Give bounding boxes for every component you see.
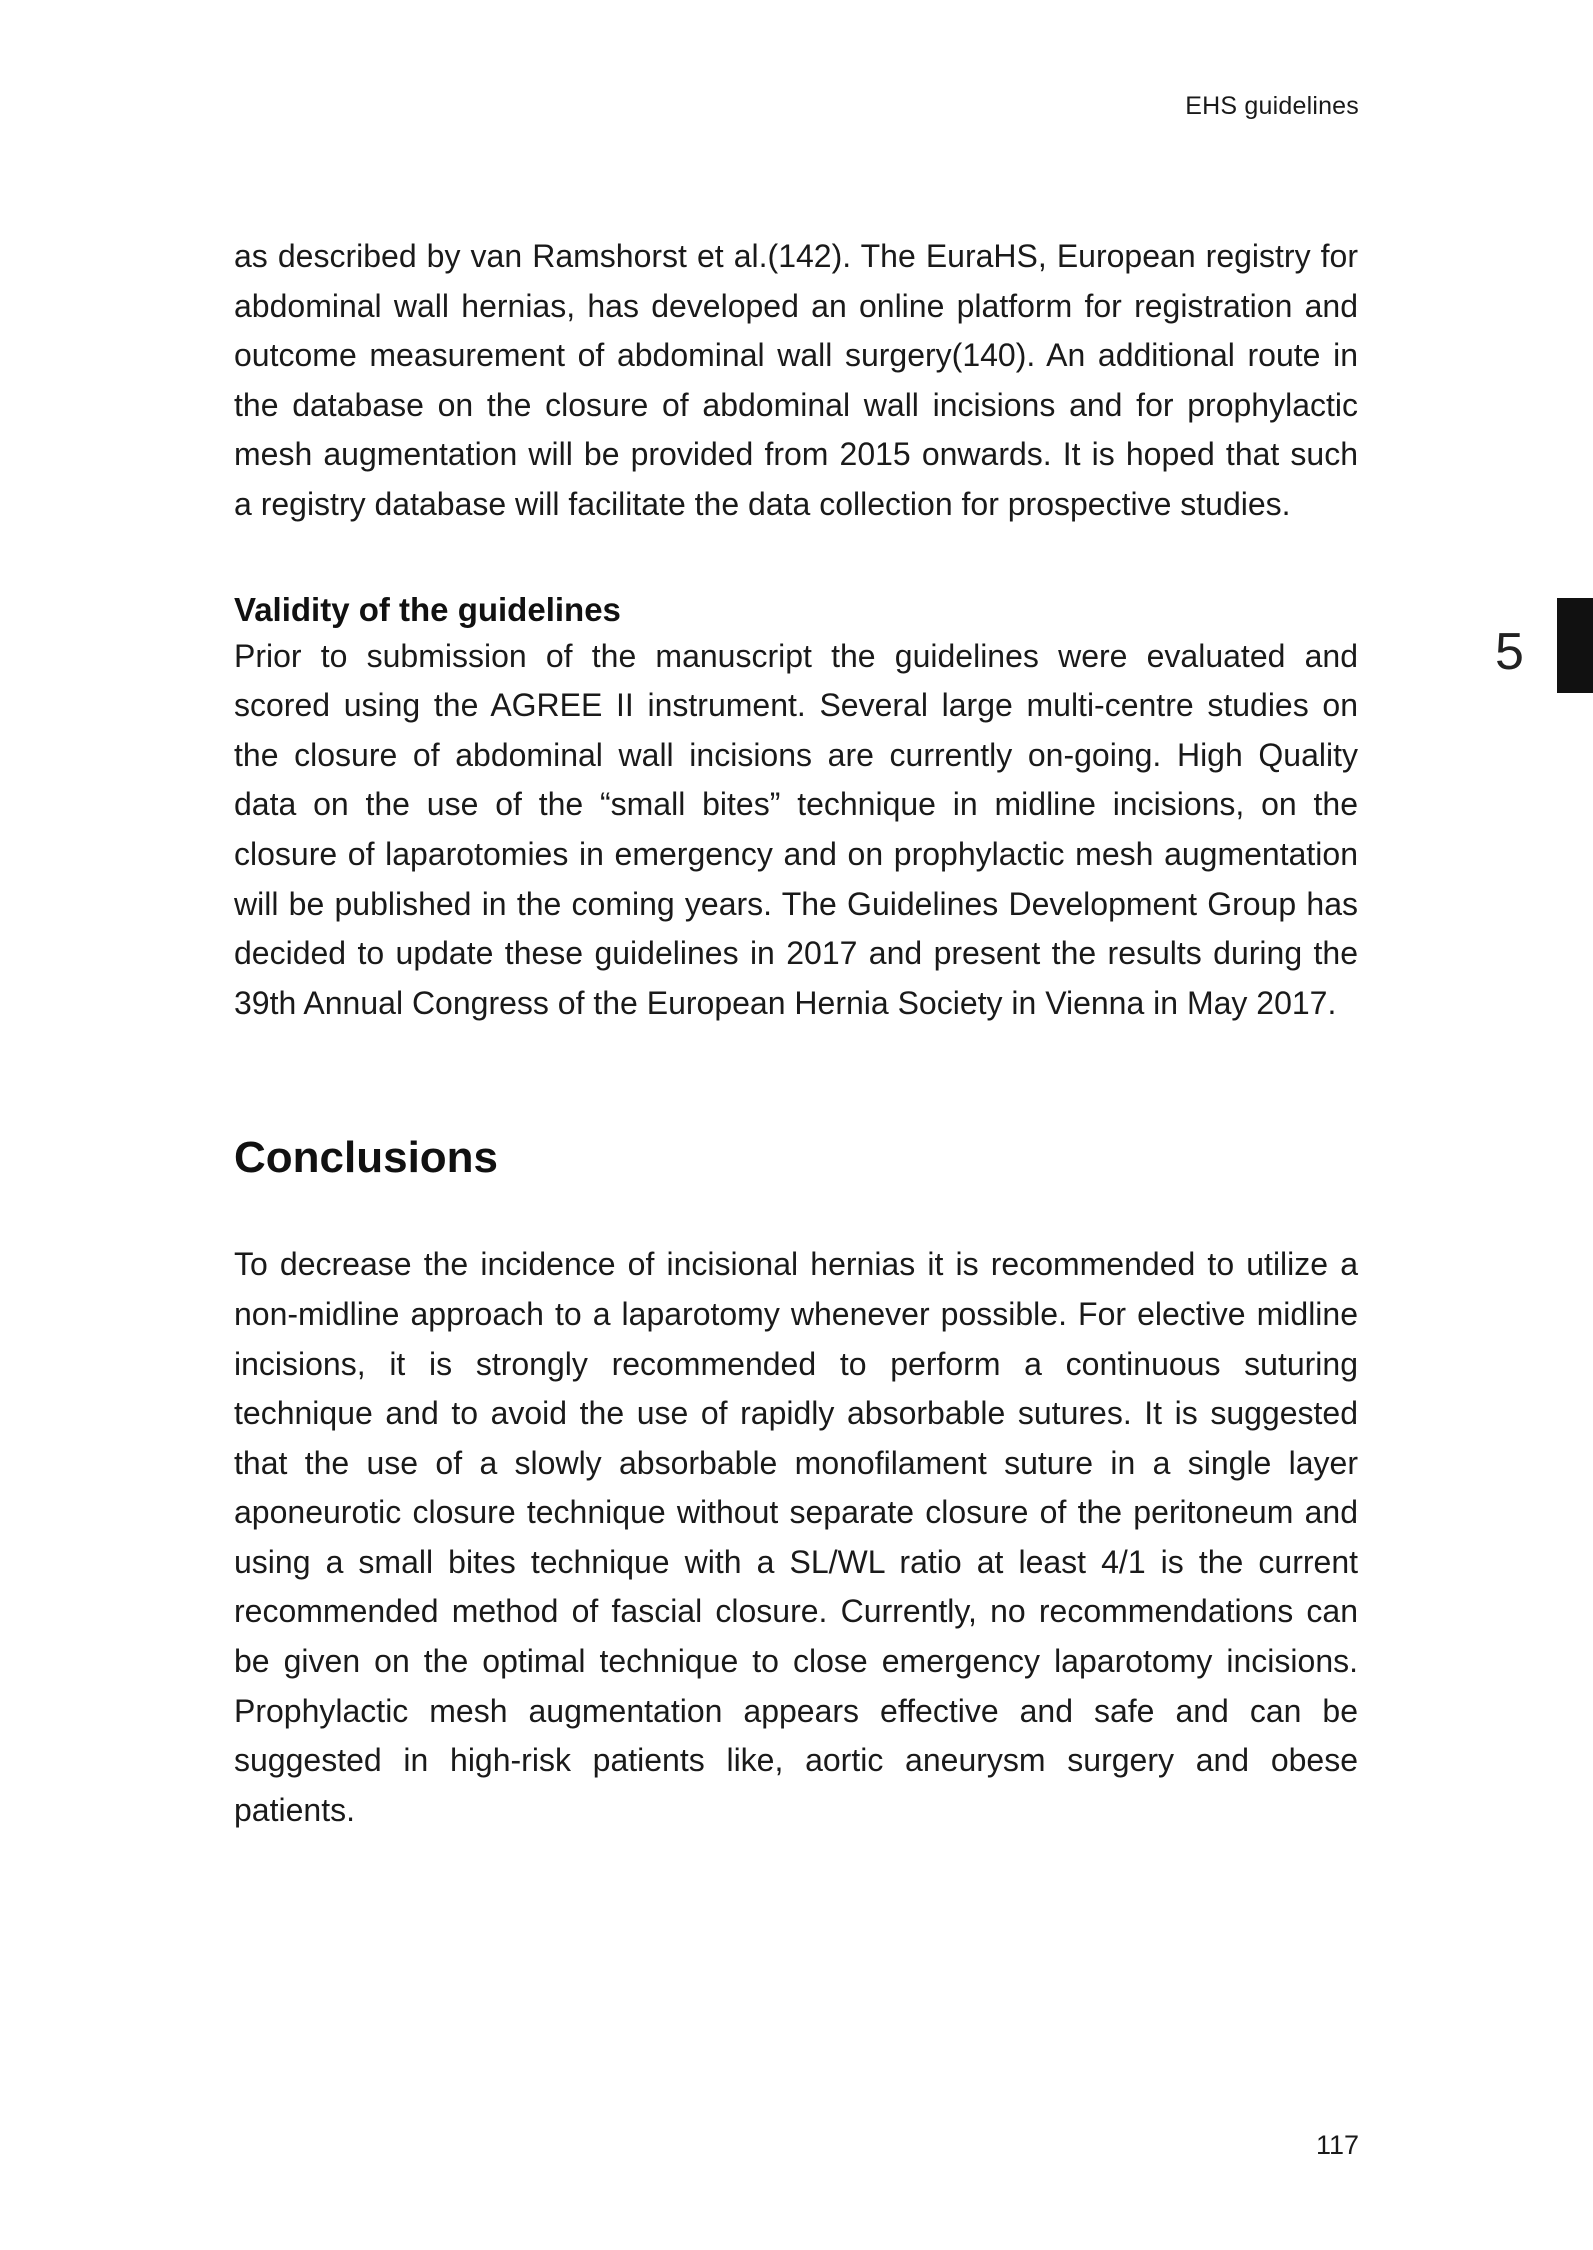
page-body [234,232,1358,1835]
chapter-thumb-tab [1557,598,1593,693]
page-number: 117 [1315,2130,1359,2160]
chapter-number: 5 [1495,623,1524,681]
validity-paragraph: Prior to submission of the manuscript the guidelines were evaluated and scored using the AGREE II instrument. Several large multi-centre studies on the closure of abdominal wall incisions are currently on-going. High Quality data on the use of the “small bites” technique in midline incisions, on the closure of laparotomies in emergency and on prophylactic mesh augmentation will be published in the coming years. The Guidelines Development Group has decided to update these guidelines in 2017 and present the results during the 39th Annual Congress of the European Hernia Society in Vienna in May 2017. [234,637,1358,1021]
running-header: EHS guidelines [1185,92,1359,120]
conclusions-paragraph: To decrease the incidence of incisional hernias it is recommended to utilize a non-midline approach to a laparotomy whenever possible. For elective midline incisions, it is strongly recommended to perform a continuous suturing technique and to avoid the use of rapidly absorbable sutures. It is suggested that the use of a slowly absorbable monofilament suture in a single layer aponeurotic closure technique without separate closure of the peritoneum and using a small bites technique with a SL/WL ratio at least 4/1 is the current recommended method of fascial closure. Currently, no recommendations can be given on the optimal technique to close emergency laparotomy incisions. Prophylactic mesh augmentation appears effective and safe and can be suggested in high-risk patients like, aortic aneurysm surgery and obese patients. [234,1246,1358,1828]
conclusions-heading: Conclusions [234,1133,499,1183]
validity-heading: Validity of the guidelines [234,590,621,628]
intro-paragraph: as described by van Ramshorst et al.(142). The EuraHS, European registry for abdominal wall hernias, has developed an online platform for registration and outcome measurement of abdominal wall surgery(140). An additional route in the database on the closure of abdominal wall incisions and for prophylactic mesh augmentation will be provided from 2015 onwards. It is hoped that such a registry database will facilitate the data collection for prospective studies. [234,238,1358,522]
